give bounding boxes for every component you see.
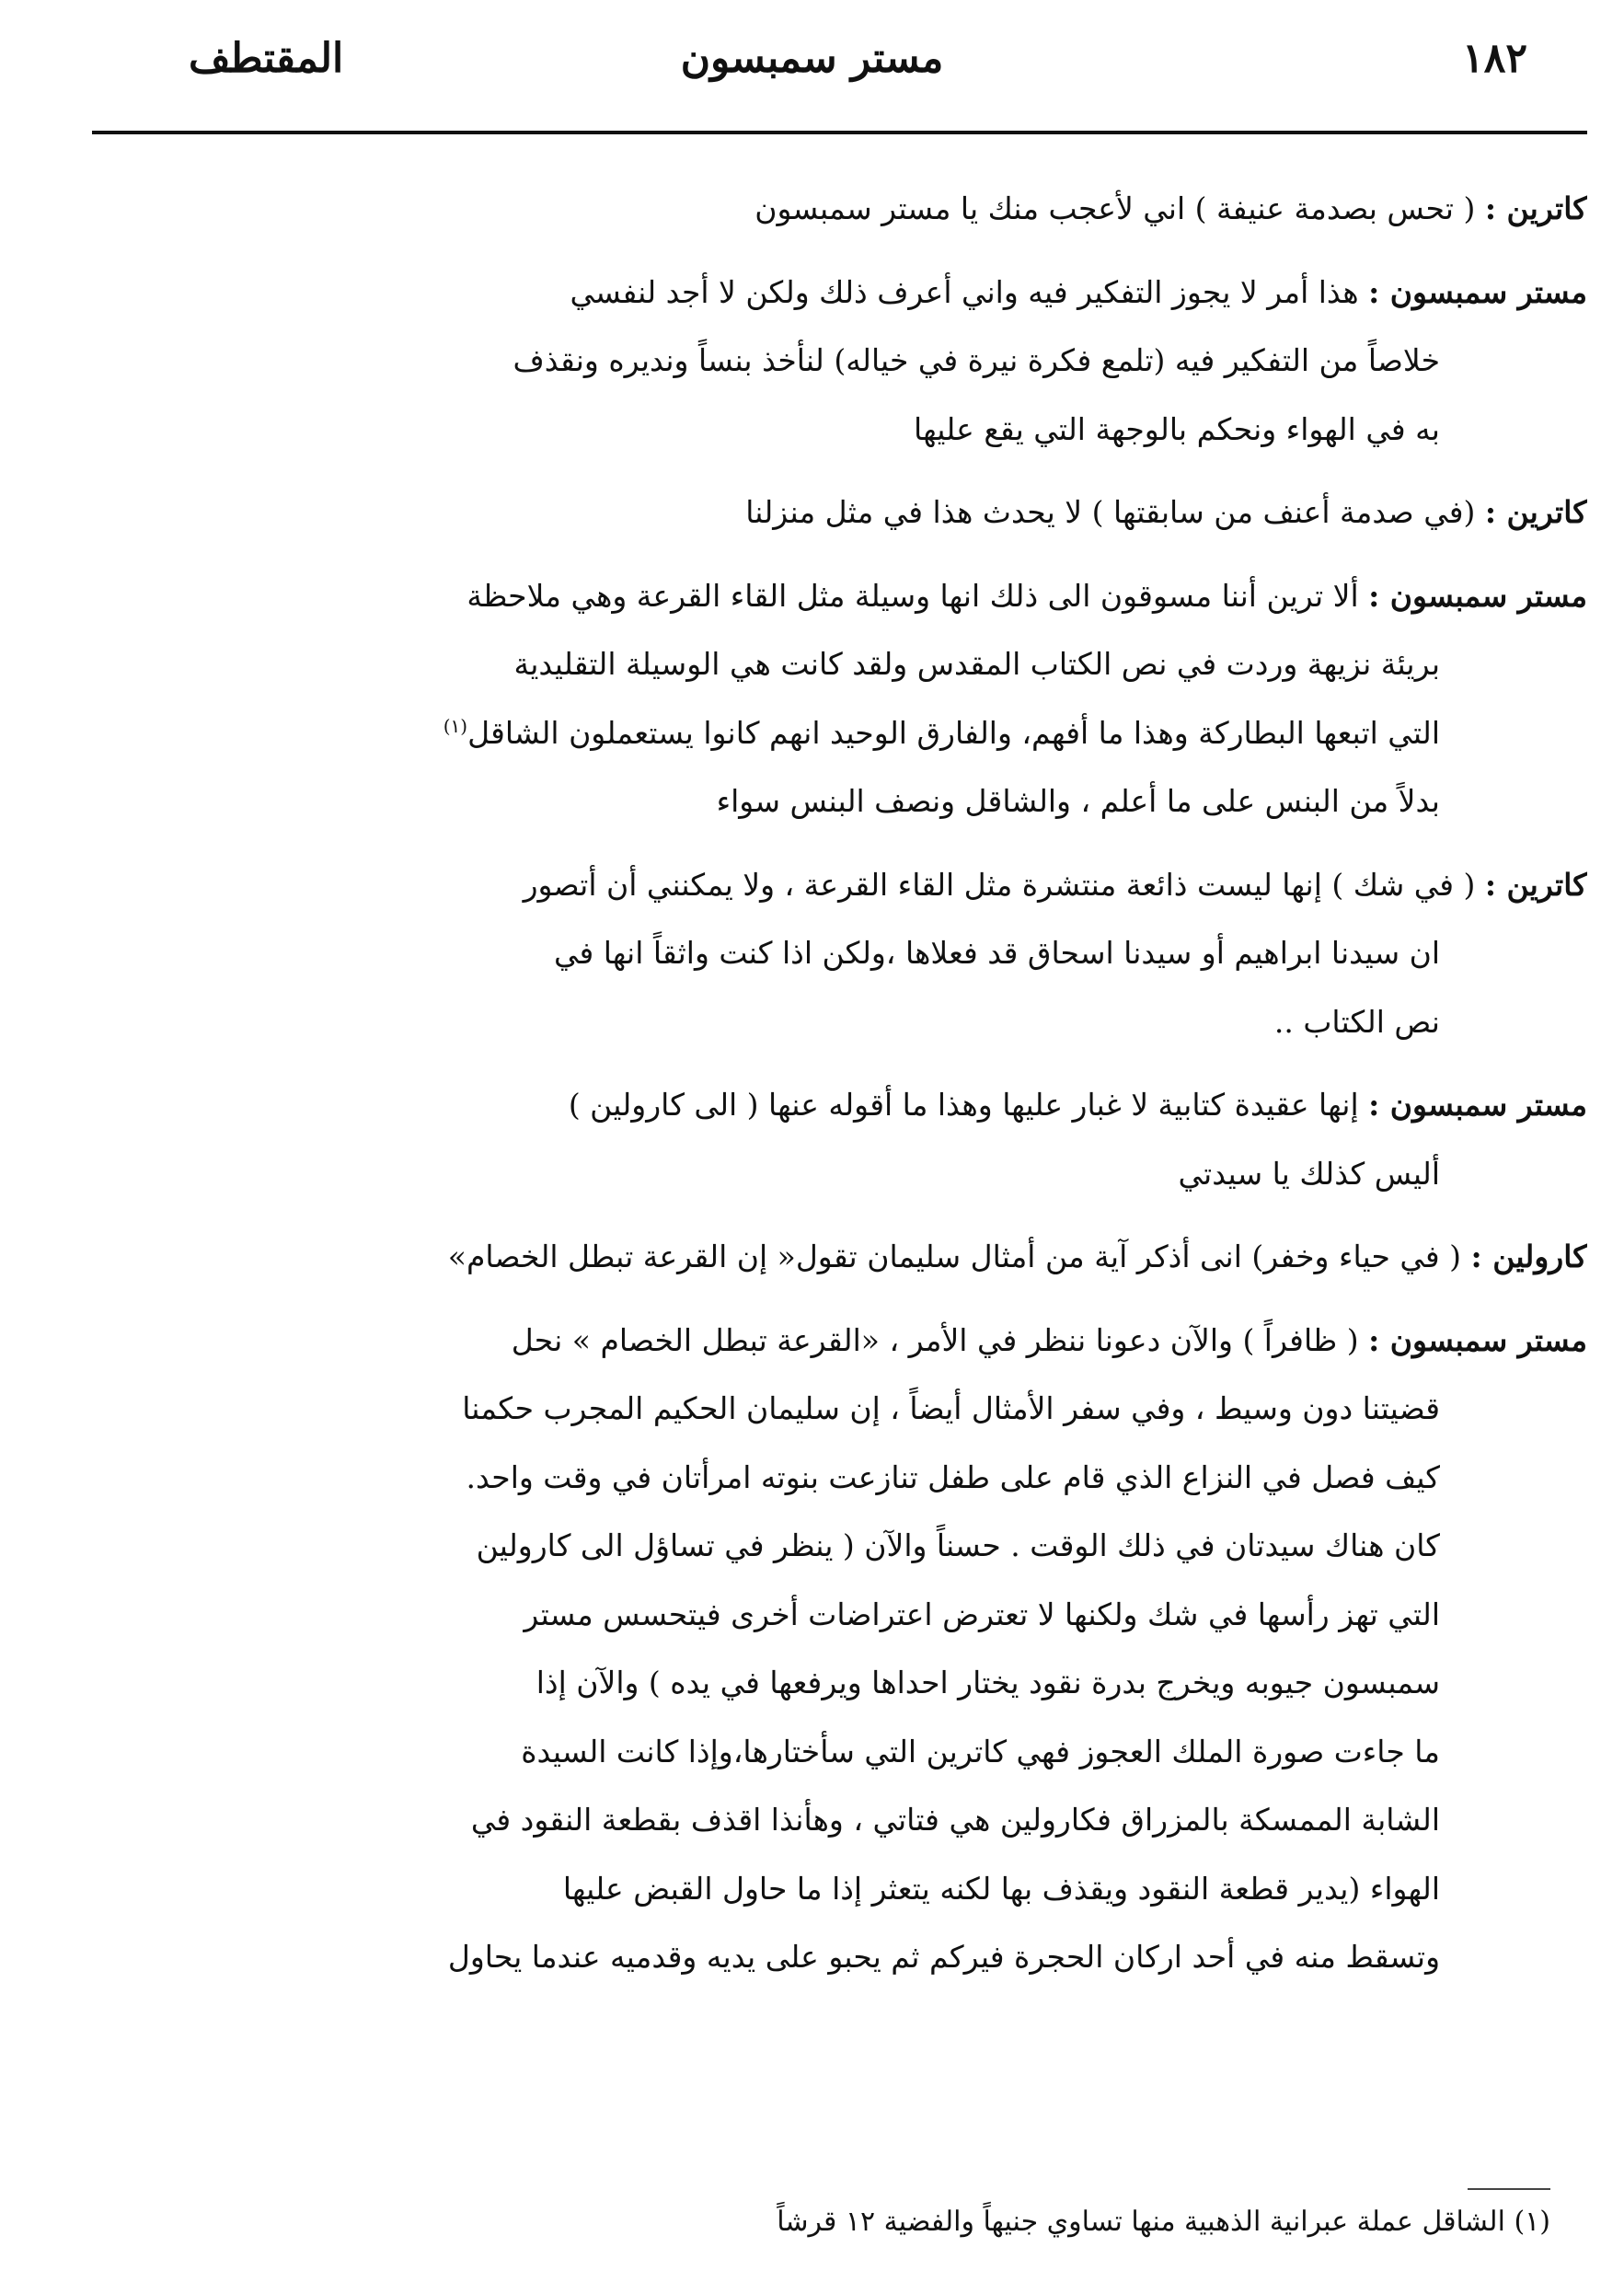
dialogue-line: به في الهواء ونحكم بالوجهة التي يقع عليها [914, 410, 1440, 447]
dialogue-line: وتسقط منه في أحد اركان الحجرة فيركم ثم يحبو على يديه وقدميه عندما يحاول [447, 1939, 1440, 1975]
speaker-name: مستر سمبسون : [1368, 1087, 1587, 1123]
dialogue-paragraph [69, 478, 1587, 547]
line-text: ( في شك ) إنها ليست ذائعة منتشرة مثل القاء القرعة ، ولا يمكنني أن أتصور [523, 866, 1476, 903]
dialogue-line [69, 1223, 1587, 1292]
speaker-name: كارولين : [1470, 1239, 1587, 1274]
dialogue-line [69, 562, 1587, 631]
dialogue-paragraph [69, 175, 1587, 244]
speaker-name: كاترين : [1484, 866, 1587, 903]
dialogue-line [69, 1307, 1587, 1376]
dialogue-line: بريئة نزيهة وردت في نص الكتاب المقدس ولقد كانت هي الوسيلة التقليدية [513, 646, 1440, 682]
dialogue-line [69, 1071, 1587, 1140]
play-text [69, 175, 1587, 2007]
page-header [87, 26, 1537, 109]
header-divider [92, 131, 1587, 134]
dialogue-line: الهواء (يدير قطعة النقود ويقذف بها لكنه يتعثر إذا ما حاول القبض عليها [562, 1870, 1440, 1907]
speaker-name: مستر سمبسون : [1368, 577, 1587, 614]
dialogue-paragraph [69, 1307, 1587, 1992]
dialogue-line: الشابة الممسكة بالمزراق فكارولين هي فتاتي ، وهأنذا اقذف بقطعة النقود في [470, 1802, 1440, 1838]
line-text: هذا أمر لا يجوز التفكير فيه واني أعرف ذلك ولكن لا أجد لنفسي [570, 273, 1359, 310]
dialogue-line: كيف فصل في النزاع الذي قام على طفل تنازعت بنوته امرأتان في وقت واحد. [466, 1458, 1440, 1495]
dialogue-paragraph [69, 259, 1587, 465]
dialogue-line [69, 851, 1587, 920]
line-text: (في صدمة أعنف من سابقتها ) لا يحدث هذا في مثل منزلنا [745, 494, 1476, 530]
speaker-name: كاترين : [1484, 494, 1587, 530]
line-text: ( ظافراً ) والآن دعونا ننظر في الأمر ، «القرعة تبطل الخصام » نحل [511, 1321, 1359, 1358]
journal-name: المقتطف [189, 35, 344, 82]
speaker-name: كاترين : [1484, 190, 1587, 226]
line-text: إنها عقيدة كتابية لا غبار عليها وهذا ما أقوله عنها ( الى كارولين ) [568, 1087, 1359, 1123]
dialogue-paragraph [69, 562, 1587, 836]
dialogue-line: سمبسون جيوبه ويخرج بدرة نقود يختار احداها ويرفعها في يده ) والآن إذا [536, 1665, 1440, 1700]
running-title: مستر سمبسون [680, 35, 944, 82]
dialogue-line: خلاصاً من التفكير فيه (تلمع فكرة نيرة في خياله) لنأخذ بنساً ونديره ونقذف [513, 342, 1440, 378]
line-text: ألا ترين أننا مسوقون الى ذلك انها وسيلة مثل القاء القرعة وهي ملاحظة [466, 577, 1359, 614]
dialogue-paragraph [69, 1223, 1587, 1292]
dialogue-paragraph [69, 851, 1587, 1057]
dialogue-line: التي تهز رأسها في شك ولكنها لا تعترض اعتراضات أخرى فيتحسس مستر [524, 1596, 1440, 1632]
speaker-name: مستر سمبسون : [1368, 1321, 1587, 1358]
dialogue-line: قضيتنا دون وسيط ، وفي سفر الأمثال أيضاً ، إن سليمان الحكيم المجرب حكمنا [462, 1390, 1440, 1426]
line-text: التي اتبعها البطاركة وهذا ما أفهم، والفارق الوحيد انهم كانوا يستعملون الشاقل [467, 714, 1440, 751]
dialogue-paragraph [69, 1071, 1587, 1208]
dialogue-line: كان هناك سيدتان في ذلك الوقت . حسناً والآن ( ينظر في تساؤل الى كارولين [476, 1527, 1440, 1563]
dialogue-line: أليس كذلك يا سيدتي [1178, 1155, 1440, 1192]
footnote-divider [1468, 2188, 1550, 2190]
dialogue-line [69, 699, 1587, 768]
footnote-marker: (١) [443, 714, 468, 737]
page-number: ١٨٢ [1462, 35, 1527, 82]
dialogue-line: بدلاً من البنس على ما أعلم ، والشاقل ونصف البنس سواء [716, 783, 1440, 819]
line-text: ( تحس بصدمة عنيفة ) اني لأعجب منك يا مستر سمبسون [754, 190, 1476, 226]
dialogue-line: نص الكتاب .. [1273, 1003, 1440, 1040]
dialogue-line [69, 175, 1587, 244]
line-text: ( في حياء وخفر) انى أذكر آية من أمثال سليمان تقول« إن القرعة تبطل الخصام» [447, 1239, 1462, 1274]
dialogue-line: ان سيدنا ابراهيم أو سيدنا اسحاق قد فعلاها ،ولكن اذا كنت واثقاً انها في [553, 935, 1440, 971]
dialogue-line [69, 259, 1587, 328]
dialogue-line [69, 478, 1587, 547]
dialogue-line: ما جاءت صورة الملك العجوز فهي كاترين التي سأختارها،وإذا كانت السيدة [521, 1733, 1440, 1769]
footnote: (١) الشاقل عملة عبرانية الذهبية منها تساوي جنيهاً والفضية ١٢ قرشاً [777, 2206, 1550, 2238]
speaker-name: مستر سمبسون : [1368, 273, 1587, 310]
